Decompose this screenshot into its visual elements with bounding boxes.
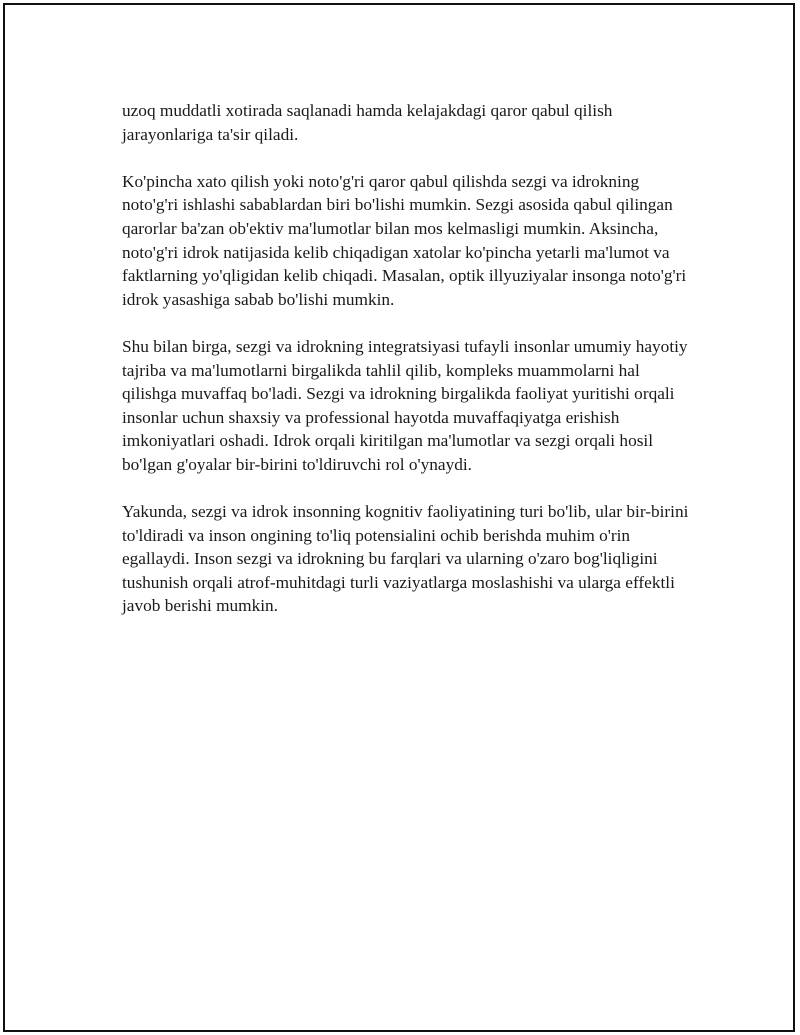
paragraph-3: Shu bilan birga, sezgi va idrokning integratsiyasi tufayli insonlar umumiy hayotiy tajriba va ma'lumotlarni birgalikda tahlil qilib, kompleks muammolarni hal qilishga muvaffaq bo'ladi. Sezgi va idrokning birgalikda faoliyat yuritishi orqali insonlar uchun shaxsiy va professional hayotda muvaffaqiyatga erishish imkoniyatlari oshadi. Idrok orqali kiritilgan ma'lumotlar va sezgi orqali hosil bo'lgan g'oyalar bir-birini to'ldiruvchi rol o'ynaydi. bbox=[122, 336, 688, 474]
document-body bbox=[122, 99, 697, 642]
paragraph-2: Ko'pincha xato qilish yoki noto'g'ri qaror qabul qilishda sezgi va idrokning noto'g'ri ishlashi sabablardan biri bo'lishi mumkin. Sezgi asosida qabul qilingan qarorlar ba'zan ob'ektiv ma'lumotlar bilan mos kelmasligi mumkin. Aksincha, noto'g'ri idrok natijasida kelib chiqadigan xatolar ko'pincha yetarli ma'lumot va faktlarning yo'qligidan kelib chiqadi. Masalan, optik illyuziyalar insonga noto'g'ri idrok yasashiga sabab bo'lishi mumkin. bbox=[122, 171, 687, 309]
paragraph-4: Yakunda, sezgi va idrok insonning kognitiv faoliyatining turi bo'lib, ular bir-birini to'ldiradi va inson ongining to'liq potensialini ochib berishda muhim o'rin egallaydi. Inson sezgi va idrokning bu farqlari va ularning o'zaro bog'liqligini tushunish orqali atrof-muhitdagi turli vaziyatlarga moslashishi va ularga effektli javob berishi mumkin. bbox=[122, 502, 689, 616]
page-frame bbox=[3, 3, 795, 1032]
paragraph-1: uzoq muddatli xotirada saqlanadi hamda kelajakdagi qaror qabul qilish jarayonlariga ta'sir qiladi. bbox=[122, 101, 613, 144]
